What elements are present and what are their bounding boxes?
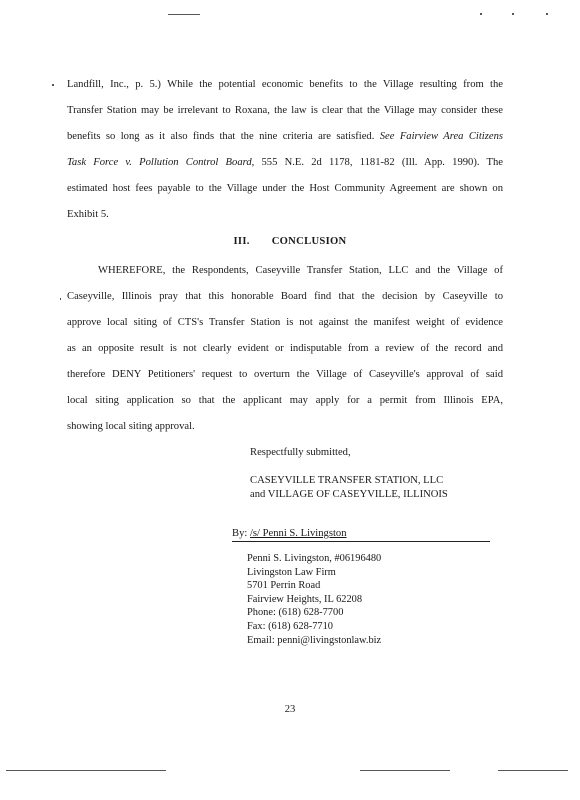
body-line [67, 78, 503, 92]
closing-text: Respectfully submitted, [250, 447, 351, 458]
attorney-line: Penni S. Livingston, #06196480 [247, 553, 382, 564]
case-citation: See Fairview Area Citizens [379, 131, 503, 142]
case-citation: Task Force v. Pollution Control Board [67, 157, 252, 168]
body-line [67, 182, 503, 196]
conclusion-line: approve local siting of CTS's Transfer Station is not against the manifest weight of evidence [67, 317, 503, 328]
party-line: and VILLAGE OF CASEYVILLE, ILLINOIS [250, 489, 448, 500]
body-line [67, 208, 503, 222]
scan-artifact [498, 770, 568, 771]
page-number: 23 [284, 704, 296, 715]
signature-line [232, 527, 490, 542]
conclusion-line: local siting application so that the applicant may apply for a permit from Illinois EPA, [67, 395, 503, 406]
attorney-line: Livingston Law Firm [247, 566, 336, 578]
scan-artifact [168, 14, 200, 15]
text-segment: Landfill, Inc., p. 5.) While the potential economic benefits to the Village resulting from the [67, 79, 503, 90]
attorney-block [247, 552, 381, 647]
section-heading [0, 236, 580, 247]
attorney-line: Phone: (618) 628-7700 [247, 607, 344, 619]
signature-value: /s/ Penni S. Livingston [249, 528, 347, 539]
text-segment: Transfer Station may be irrelevant to Roxana, the law is clear that the Village may consider these [67, 105, 503, 116]
text-segment: benefits so long as it also finds that the nine criteria are satisfied. [67, 131, 380, 142]
attorney-line: Fax: (618) 628-7710 [247, 620, 334, 632]
body-line [67, 156, 503, 170]
attorney-line: 5701 Perrin Road [247, 580, 321, 592]
body-line [67, 130, 503, 144]
conclusion-line: as an opposite result is not clearly evident or indisputable from a review of the record and [67, 343, 503, 354]
scan-artifact [60, 298, 61, 300]
signature-prefix: By: [232, 528, 248, 539]
text-segment: estimated host fees payable to the Village under the Host Community Agreement are shown on [67, 183, 503, 194]
attorney-line: Fairview Heights, IL 62208 [247, 593, 363, 605]
conclusion-line: WHEREFORE, the Respondents, Caseyville Transfer Station, LLC and the Village of [98, 265, 503, 276]
text-segment: , 555 N.E. 2d 1178, 1181-82 (Ill. App. 1990). The [251, 157, 503, 168]
party-line: CASEYVILLE TRANSFER STATION, LLC [250, 475, 444, 486]
conclusion-line: Caseyville, Illinois pray that this honorable Board find that the decision by Caseyville to [67, 291, 503, 302]
scan-artifact [52, 84, 54, 86]
section-title: CONCLUSION [271, 236, 347, 247]
scan-artifact [480, 13, 482, 15]
section-number: III. [233, 236, 250, 247]
conclusion-line: therefore DENY Petitioners' request to overturn the Village of Caseyville's approval of said [67, 369, 503, 380]
attorney-line: Email: penni@livingstonlaw.biz [247, 634, 382, 646]
scan-artifact [6, 770, 166, 771]
scan-artifact [360, 770, 450, 771]
body-line [67, 104, 503, 118]
conclusion-line: showing local siting approval. [67, 421, 195, 432]
scan-artifact [546, 13, 548, 15]
scan-artifact [512, 13, 514, 15]
text-segment: Exhibit 5. [67, 209, 109, 220]
